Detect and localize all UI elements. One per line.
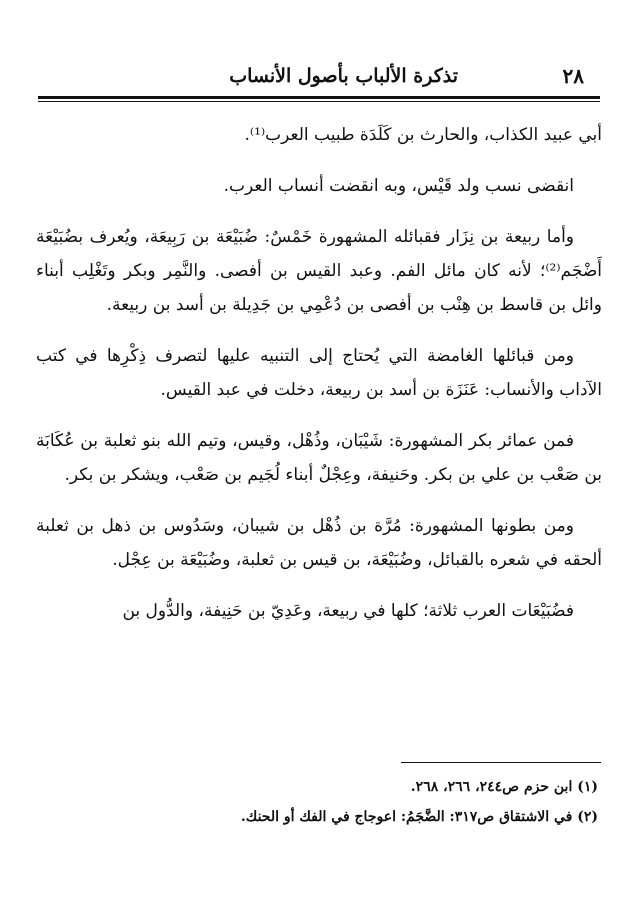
footnote-rule [401, 762, 601, 763]
paragraph-2: انقضى نسب ولد قَيْس، وبه انقضت أنساب العرب. [223, 176, 574, 196]
footnote-1: (١) ابن حزم ص٢٤٤، ٢٦٦، ٢٦٨. [410, 779, 598, 795]
paragraph-4: ومن قبائلها الغامضة التي يُحتاج إلى التنبيه عليها لتصرف ذِكْرِها في كتب الآداب والأنساب: عَنَزَة بن أسد بن ربيعة، دخلت في عبد القيس. [36, 346, 602, 400]
page-number: ٢٨ [562, 64, 584, 88]
header-rule [38, 96, 600, 99]
footnote-2: (٢) في الاشتقاق ص٣١٧: الضَّجَمُ: اعوجاج في الفك أو الحنك. [240, 809, 598, 825]
paragraph-3: وأما ربيعة بن نِزَار فقبائله المشهورة خَمْسٌ: ضُبَيْعَة بن رَبِيعَة، ويُعرف بضُبَيْعَة أَضْجَم⁽²⁾؛ لأنه كان مائل الفم. وعبد القيس بن أفصى. والنَّمِر وبكر وتَغْلِب أبناء وائل بن قاسط بن هِنْب بن أفصى بن دُعْمِي بن جَدِيلة بن أسد بن ربيعة. [36, 227, 602, 315]
paragraph-7: فضُبَيْعَات العرب ثلاثة؛ كلها في ربيعة، وعَدِيّ بن حَنِيفة، والدُّول بن [122, 601, 574, 621]
paragraph-5: فمن عمائر بكر المشهورة: شَيْبَان، وذُهْل، وقيس، وتيم الله بنو ثعلبة بن عُكَابَة بن صَعْب بن علي بن بكر. وحَنيفة، وعِجْلٌ أبناء لُجَيم بن صَعْب، ويشكر بن بكر. [36, 431, 602, 485]
page-header [38, 62, 598, 94]
header-rule-thin [38, 101, 600, 102]
paragraph-6: ومن بطونها المشهورة: مُرَّة بن ذُهْل بن شيبان، وسَدُوس بن ذهل بن ثعلبة ألحقه في شعره بالقبائل، وضُبَيْعَة، بن قيس بن ثعلبة، وضُبَيْعَة بن عِجْل. [36, 516, 602, 570]
footnotes [36, 772, 598, 832]
body-text [36, 118, 602, 645]
running-title: تذكرة الألباب بأصول الأنساب [229, 65, 458, 87]
paragraph-1: أبي عبيد الكذاب، والحارث بن كَلَدَة طبيب العرب⁽¹⁾. [244, 125, 602, 145]
